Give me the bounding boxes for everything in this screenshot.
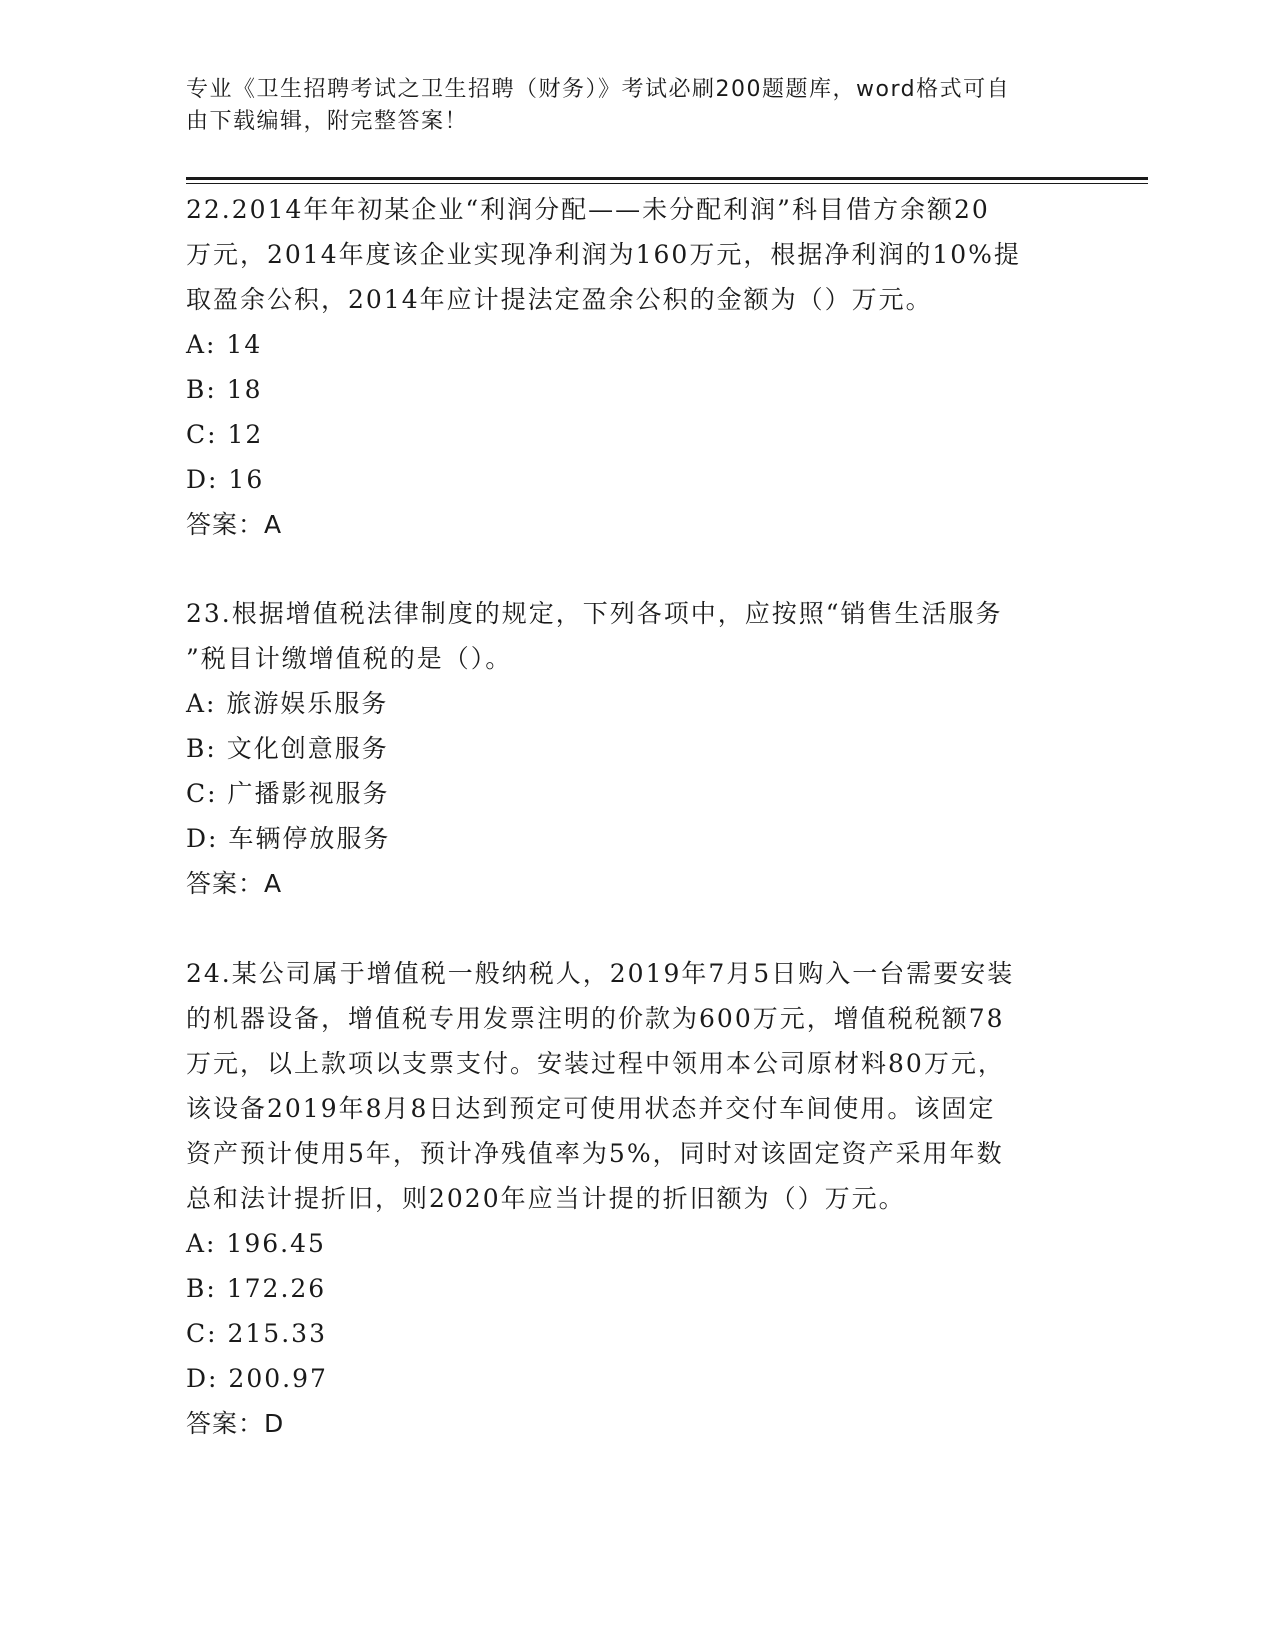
answer-line: 答案：A [186, 869, 283, 898]
header-divider-thick [186, 177, 1148, 180]
document-header [186, 74, 1066, 138]
question-stem-line: 资产预计使用5年，预计净残值率为5%，同时对该固定资产采用年数 [186, 1139, 1004, 1168]
option-c: C: 215.33 [186, 1319, 327, 1348]
header-line-1: 专业《卫生招聘考试之卫生招聘（财务）》考试必刷200题题库，word格式可自 [186, 77, 1011, 102]
header-line-2: 由下载编辑，附完整答案！ [186, 109, 469, 134]
answer-line: 答案：A [186, 510, 283, 539]
option-d: D: 16 [186, 465, 265, 494]
question-23 [186, 591, 1086, 906]
question-stem-line: 万元，2014年度该企业实现净利润为160万元，根据净利润的10%提 [186, 240, 1021, 269]
question-24 [186, 951, 1086, 1446]
question-stem-line: 的机器设备，增值税专用发票注明的价款为600万元，增值税税额78 [186, 1004, 1005, 1033]
option-c: C: 广播影视服务 [186, 779, 390, 808]
option-c: C: 12 [186, 420, 264, 449]
question-22 [186, 187, 1086, 547]
answer-line: 答案：D [186, 1409, 285, 1438]
option-d: D: 车辆停放服务 [186, 824, 391, 853]
option-b: B: 18 [186, 375, 263, 404]
option-b: B: 文化创意服务 [186, 734, 389, 763]
question-stem-line: 万元，以上款项以支票支付。安装过程中领用本公司原材料80万元， [186, 1049, 1005, 1078]
option-a: A: 196.45 [186, 1229, 326, 1258]
question-stem-line: 总和法计提折旧，则2020年应当计提的折旧额为（）万元。 [186, 1184, 906, 1213]
question-stem-line: 取盈余公积，2014年应计提法定盈余公积的金额为（）万元。 [186, 285, 933, 314]
question-stem-line: 该设备2019年8月8日达到预定可使用状态并交付车间使用。该固定 [186, 1094, 996, 1123]
option-d: D: 200.97 [186, 1364, 328, 1393]
question-stem-line: ”税目计缴增值税的是（）。 [186, 644, 513, 673]
option-b: B: 172.26 [186, 1274, 327, 1303]
option-a: A: 旅游娱乐服务 [186, 689, 389, 718]
question-stem-line: 22.2014年年初某企业“利润分配——未分配利润”科目借方余额20 [186, 195, 990, 224]
question-stem-line: 23.根据增值税法律制度的规定，下列各项中，应按照“销售生活服务 [186, 599, 1003, 628]
header-divider-thin [186, 183, 1148, 184]
option-a: A: 14 [186, 330, 263, 359]
question-stem-line: 24.某公司属于增值税一般纳税人，2019年7月5日购入一台需要安装 [186, 959, 1015, 988]
